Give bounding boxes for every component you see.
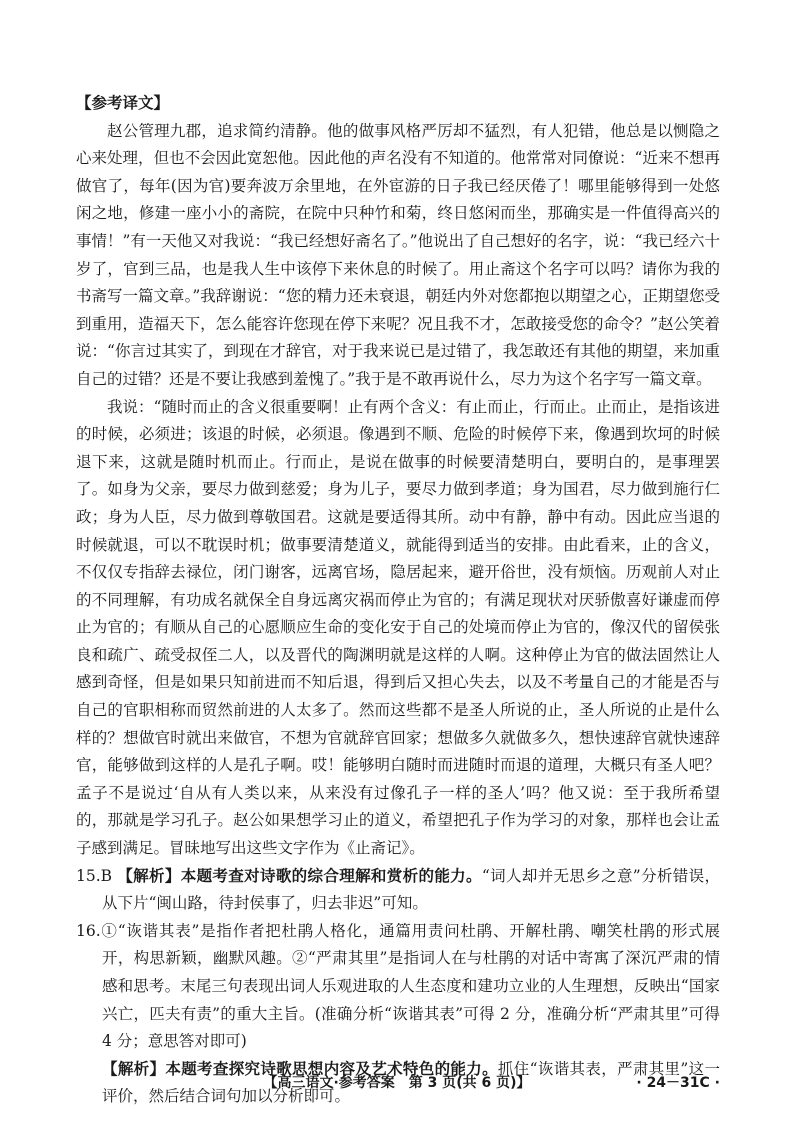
translation-paragraph-1: 赵公管理九郡，追求简约清静。他的做事风格严厉却不猛烈，有人犯错，他总是以恻隐之心来处理，但也不会因此宽恕他。因此他的声名没有不知道的。他常常对同僚说：“近来不想再做官了，每年(因为官)要奔波万余里地，在外宦游的日子我已经厌倦了！哪里能够得到一处悠闲之地，修建一座小小的斋院，在院中只种竹和菊，终日悠闲而坐，那确实是一件值得高兴的事情！”有一天他又对我说：“我已经想好斋名了。”他说出了自己想好的名字，说：“我已经六十岁了，官到三品，也是我人生中该停下来休息的时候了。用止斋这个名字可以吗？请你为我的书斋写一篇文章。”我辞谢说：“您的精力还未衰退，朝廷内外对您都抱以期望之心，正期望您受到重用，造福天下，怎么能容许您现在停下来呢？况且我不才，怎敢接受您的命令？”赵公笑着说：“你言过其实了，到现在才辞官，对于我来说已是过错了，我怎敢还有其他的期望，来加重自己的过错？还是不要让我感到羞愧了。”我于是不敢再说什么，尽力为这个名字写一篇文章。	[76, 121, 720, 388]
question-16	[76, 918, 720, 1056]
page-footer	[0, 1070, 794, 1094]
q15-text: “词人却并无思乡之意”分析错误，从下片“闽山路，待封侯事了，归去非迟”可知。	[102, 866, 720, 913]
footer-code: · 24－31C ·	[636, 1075, 720, 1091]
translation-paragraph-2: 我说：“随时而止的含义很重要啊！止有两个含义：有止而止，行而止。止而止，是指该进的时候，必须进；该退的时候，必须退。像遇到不顺、危险的时候停下来，像遇到坎坷的时候退下来，这就是随时机而止。行而止，是说在做事的时候要清楚明白，要明白的，是事理罢了。如身为父亲，要尽力做到慈爱；身为儿子，要尽力做到孝道；身为国君，尽力做到施行仁政；身为人臣，尽力做到尊敬国君。这就是要适得其所。动中有静，静中有动。因此应当退的时候就退，可以不耽误时机；做事要清楚道义，就能得到适当的安排。由此看来，止的含义，不仅仅专指辞去禄位，闭门谢客，远离官场，隐居起来，避开俗世，没有烦恼。历观前人对止的不同理解，有功成名就保全自身远离灾祸而停止为官的；有满足现状对厌骄傲喜好谦虚而停止为官的；有顺从自己的心愿顺应生命的变化安于自己的处境而停止为官的，像汉代的留侯张良和疏广、疏受叔侄二人，以及晋代的陶渊明就是这样的人啊。这种停止为官的做法固然让人感到奇怪，但是如果只知前进而不知后退，得到后又担心失去，以及不考量自己的才能是否与自己的官职相称而贸然前进的人太多了。然而这些都不是圣人所说的止，圣人所说的止是什么样的？想做官时就出来做官，不想为官就辞官回家；想做多久就做多久，想快速辞官就快速辞官，能够做到这样的人是孔子啊。哎！能够明白随时而进随时而退的道理，大概只有圣人吧？孟子不是说过‘自从有人类以来，从来没有过像孔子一样的圣人’吗？他又说：至于我所希望的，那就是学习孔子。赵公如果想学习止的道义，希望把孔子作为学习的对象，那样也会让孟子感到满足。冒昧地写出这些文字作为《止斋记》。	[76, 397, 720, 858]
q16-bold-text: 本题考查探究诗歌思想内容及艺术特色的能力。	[165, 1059, 498, 1078]
q15-tag: 【解析】	[117, 866, 181, 885]
q15-number: 15.	[76, 866, 101, 885]
answer-content	[76, 90, 720, 1111]
q15-bold-text: 本题考查对诗歌的综合理解和赏析的能力。	[180, 866, 482, 885]
q16-text: 抓住“诙谐其表，严肃其里”这一评价，然后结合词句加以分析即可。	[102, 1059, 720, 1106]
q16-tag: 【解析】	[102, 1059, 166, 1078]
section-title: 【参考译文】	[76, 94, 170, 112]
footer-page-label: 【高三语文·参考答案 第 3 页(共 6 页)】	[263, 1075, 531, 1091]
question-15	[76, 863, 720, 918]
q15-answer: B	[100, 866, 113, 885]
q16-answer-text: ①“诙谐其表”是指作者把杜鹃人格化，通篇用责问杜鹃、开解杜鹃、嘲笑杜鹃的形式展开，构思新颖，幽默风趣。②“严肃其里”是指词人在与杜鹃的对话中寄寓了深沉严肃的情感和思考。末尾三句表现出词人乐观进取的人生态度和建功立业的人生理想，反映出“国家兴亡，匹夫有责”的重大主旨。(准确分析“诙谐其表”可得 2 分，准确分析“严肃其里”可得 4 分；意思答对即可)	[100, 921, 720, 1051]
q16-number: 16.	[76, 921, 101, 940]
